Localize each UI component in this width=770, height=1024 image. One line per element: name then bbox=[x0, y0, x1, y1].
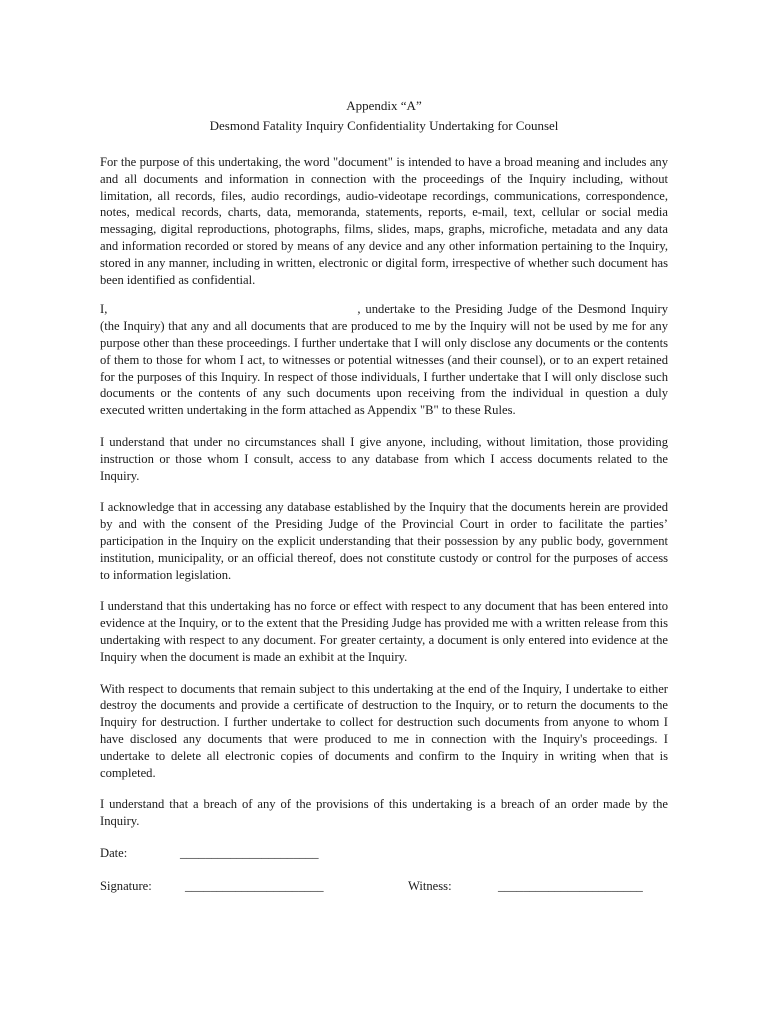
breach-paragraph: I understand that a breach of any of the provisions of this undertaking is a breach of an order made by the Inquiry. bbox=[100, 797, 668, 829]
acknowledgement-paragraph: I acknowledge that in accessing any database established by the Inquiry that the documents herein are provided by and with the consent of the Presiding Judge of the Provincial Court in order to facilitate the parties’ participation in the Inquiry on the explicit understanding that their possession by any public body, government institution, municipality, or an official thereof, does not constitute custody or control for the purposes of access to information legislation. bbox=[100, 500, 668, 582]
date-row bbox=[100, 845, 668, 861]
document-page bbox=[100, 96, 668, 894]
appendix-heading: Appendix “A” bbox=[346, 98, 422, 113]
undertaking-body: , undertake to the Presiding Judge of the Desmond Inquiry (the Inquiry) that any and all documents that are produced to me by the Inquiry will not be used by me for any purpose other than these proceedings. I further undertake that I will only disclose any documents or the contents of them to those for whom I act, to witnesses or potential witnesses (and their counsel), or to an expert retained for the purposes of this Inquiry. In respect of those individuals, I further undertake that I will only disclose such documents or the contents of any such documents upon receiving from the individual in question a duly executed written undertaking in the form attached as Appendix "B" to these Rules. bbox=[100, 302, 668, 418]
definition-paragraph: For the purpose of this undertaking, the word "document" is intended to have a broad meaning and includes any and all documents and information in connection with the proceedings of the Inquiry including, without limitation, all records, files, audio recordings, audio-videotape recordings, communications, correspondence, notes, medical records, charts, data, memoranda, statements, reports, e-mail, text, cellular or social media messaging, digital reproductions, photographs, films, slides, maps, graphs, microfiche, metadata and any data and information recorded or stored by means of any device and any other information pertaining to the Inquiry, stored in any manner, including in written, electronic or digital form, irrespective of whether such document has been identified as confidential. bbox=[100, 155, 668, 287]
undertaking-prefix: I, bbox=[100, 302, 108, 317]
signature-label: Signature: bbox=[100, 878, 152, 893]
evidence-paragraph: I understand that this undertaking has no force or effect with respect to any document that has been entered into evidence at the Inquiry, or to the extent that the Presiding Judge has provided me with a written release from this undertaking with respect to any document. For greater certainty, a document is only entered into evidence at the Inquiry when the document is made an exhibit at the Inquiry. bbox=[100, 599, 668, 664]
undertaking-paragraph bbox=[100, 301, 668, 419]
database-access-paragraph: I understand that under no circumstances shall I give anyone, including, without limitation, those providing instruction or those whom I consult, access to any database from which I access documents related to the Inquiry. bbox=[100, 434, 668, 483]
witness-label: Witness: bbox=[408, 878, 452, 893]
destruction-paragraph: With respect to documents that remain subject to this undertaking at the end of the Inquiry, I undertake to either destroy the documents and provide a certificate of destruction to the Inquiry, or to return the documents to the Inquiry for destruction. I further undertake to collect for destruction such documents from anyone to whom I have disclosed any documents that were produced to me in connection with the Inquiry's proceedings. I undertake to delete all electronic copies of documents and confirm to the Inquiry in writing when that is completed. bbox=[100, 681, 668, 780]
date-line[interactable]: ______________________ bbox=[180, 845, 319, 860]
signature-line[interactable]: ______________________ bbox=[185, 878, 324, 893]
date-label: Date: bbox=[100, 845, 128, 860]
document-title: Desmond Fatality Inquiry Confidentiality Undertaking for Counsel bbox=[209, 118, 559, 133]
witness-line[interactable]: _______________________ bbox=[498, 878, 643, 893]
signature-row bbox=[100, 878, 668, 894]
